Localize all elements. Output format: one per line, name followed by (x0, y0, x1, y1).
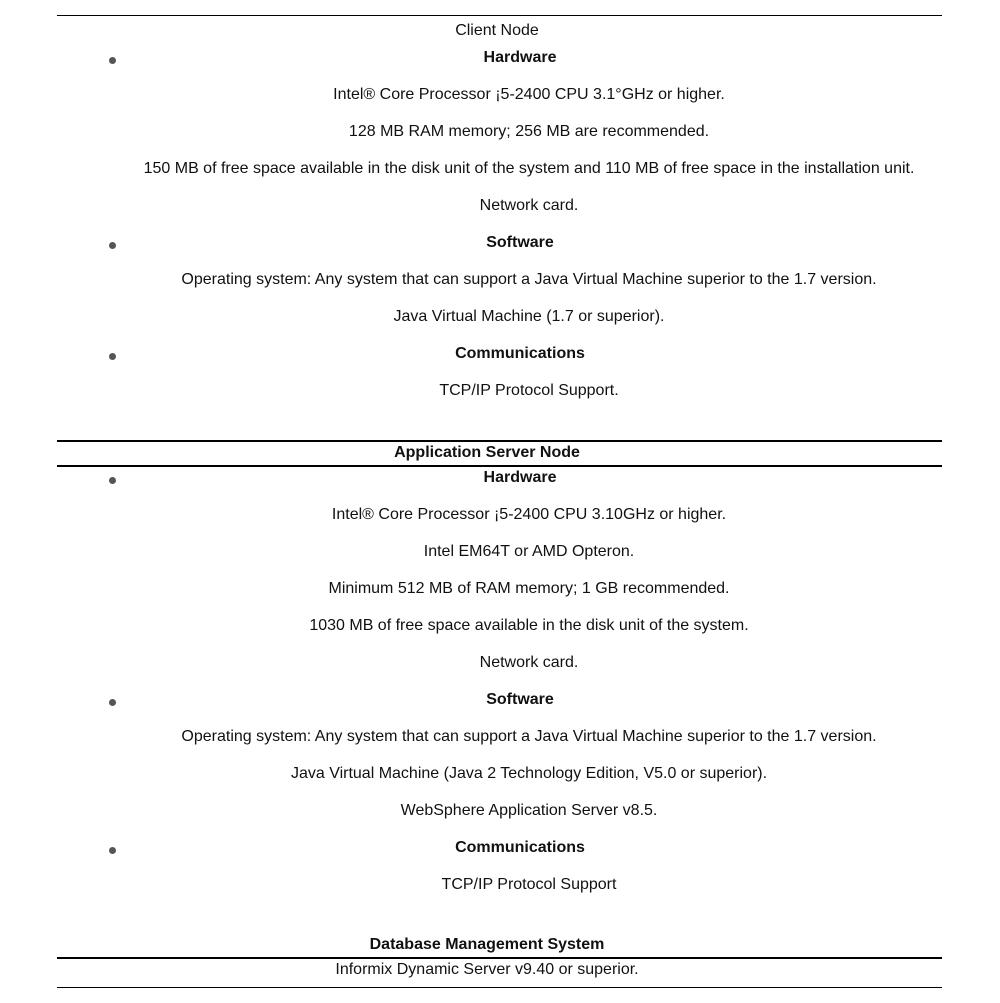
bullet-icon (109, 353, 116, 360)
top-rule (57, 15, 942, 16)
bullet-icon (109, 699, 116, 706)
app-communications-item: TCP/IP Protocol Support (441, 876, 617, 893)
bullet-icon (109, 477, 116, 484)
app-software-item: Operating system: Any system that can support a Java Virtual Machine superior to the 1.7 version. (181, 728, 877, 745)
client-hardware-item: Network card. (479, 197, 579, 214)
bullet-icon (109, 847, 116, 854)
dbms-title: Database Management System (369, 936, 605, 953)
app-server-top-rule (57, 440, 942, 442)
app-software-item: Java Virtual Machine (Java 2 Technology Edition, V5.0 or superior). (290, 765, 768, 782)
client-hardware-item: 128 MB RAM memory; 256 MB are recommended. (348, 123, 710, 140)
dbms-item: Informix Dynamic Server v9.40 or superior. (335, 961, 639, 978)
client-communications-item: TCP/IP Protocol Support. (439, 382, 619, 399)
app-server-bottom-rule (57, 465, 942, 467)
dbms-top-rule (57, 957, 942, 959)
app-hardware-heading: Hardware (483, 469, 557, 486)
bullet-icon (109, 242, 116, 249)
app-server-node-title: Application Server Node (394, 444, 580, 461)
dbms-bottom-rule (57, 987, 942, 988)
app-hardware-item: Network card. (479, 654, 579, 671)
app-software-heading: Software (486, 691, 554, 708)
client-software-item: Operating system: Any system that can support a Java Virtual Machine superior to the 1.7 version. (181, 271, 877, 288)
app-software-item: WebSphere Application Server v8.5. (400, 802, 658, 819)
app-hardware-item: Intel® Core Processor ¡5-2400 CPU 3.10GHz or higher. (331, 506, 727, 523)
bullet-icon (109, 57, 116, 64)
app-hardware-item: Intel EM64T or AMD Opteron. (423, 543, 635, 560)
client-software-heading: Software (486, 234, 554, 251)
app-hardware-item: 1030 MB of free space available in the disk unit of the system. (309, 617, 749, 634)
client-software-item: Java Virtual Machine (1.7 or superior). (393, 308, 665, 325)
client-hardware-heading: Hardware (483, 49, 557, 66)
app-hardware-item: Minimum 512 MB of RAM memory; 1 GB recommended. (328, 580, 730, 597)
client-hardware-item: 150 MB of free space available in the disk unit of the system and 110 MB of free space in the installation unit. (143, 160, 915, 177)
client-communications-heading: Communications (455, 345, 585, 362)
app-communications-heading: Communications (455, 839, 585, 856)
client-hardware-item: Intel® Core Processor ¡5-2400 CPU 3.1°GHz or higher. (333, 86, 725, 103)
client-node-title: Client Node (455, 22, 539, 39)
